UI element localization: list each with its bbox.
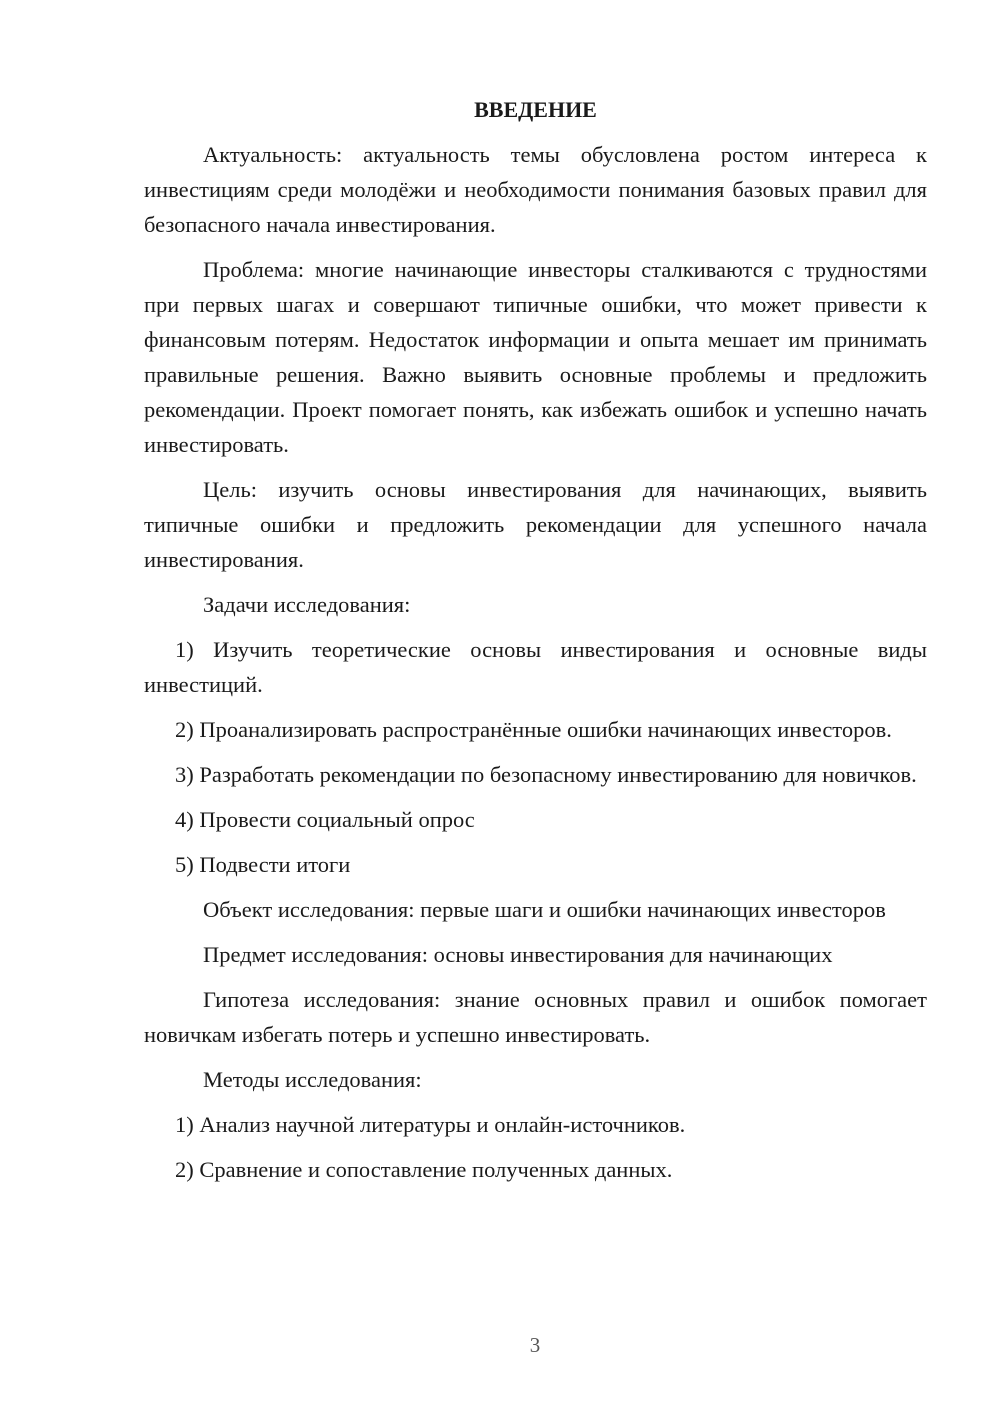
task-item-1: 1) Изучить теоретические основы инвестирования и основные виды инвестиций.: [144, 637, 927, 697]
hypothesis-paragraph: Гипотеза исследования: знание основных правил и ошибок помогает новичкам избегать потерь и успешно инвестировать.: [144, 987, 927, 1047]
page-number: 3: [529, 1333, 541, 1357]
object-paragraph: Объект исследования: первые шаги и ошибки начинающих инвесторов: [203, 897, 886, 922]
method-item-1: 1) Анализ научной литературы и онлайн-источников.: [175, 1112, 686, 1137]
section-title: ВВЕДЕНИЕ: [474, 97, 597, 122]
methods-heading: Методы исследования:: [203, 1067, 422, 1092]
problem-paragraph: Проблема: многие начинающие инвесторы сталкиваются с трудностями при первых шагах и совершают типичные ошибки, что может привести к финансовым потерям. Недостаток информации и опыта мешает им принимать правильные решения. Важно выявить основные проблемы и предложить рекомендации. Проект помогает понять, как избежать ошибок и успешно начать инвестировать.: [144, 257, 927, 457]
tasks-heading: Задачи исследования:: [203, 592, 411, 617]
task-item-4: 4) Провести социальный опрос: [175, 807, 475, 832]
task-item-3: 3) Разработать рекомендации по безопасному инвестированию для новичков.: [175, 762, 917, 787]
goal-paragraph: Цель: изучить основы инвестирования для начинающих, выявить типичные ошибки и предложить рекомендации для успешного начала инвестирования.: [144, 477, 927, 572]
task-item-5: 5) Подвести итоги: [175, 852, 351, 877]
subject-paragraph: Предмет исследования: основы инвестирования для начинающих: [203, 942, 833, 967]
method-item-2: 2) Сравнение и сопоставление полученных данных.: [175, 1157, 673, 1182]
relevance-paragraph: Актуальность: актуальность темы обусловлена ростом интереса к инвестициям среди молодёжи и необходимости понимания базовых правил для безопасного начала инвестирования.: [144, 142, 927, 237]
task-item-2: 2) Проанализировать распространённые ошибки начинающих инвесторов.: [175, 717, 892, 742]
page-content: [144, 92, 927, 1197]
